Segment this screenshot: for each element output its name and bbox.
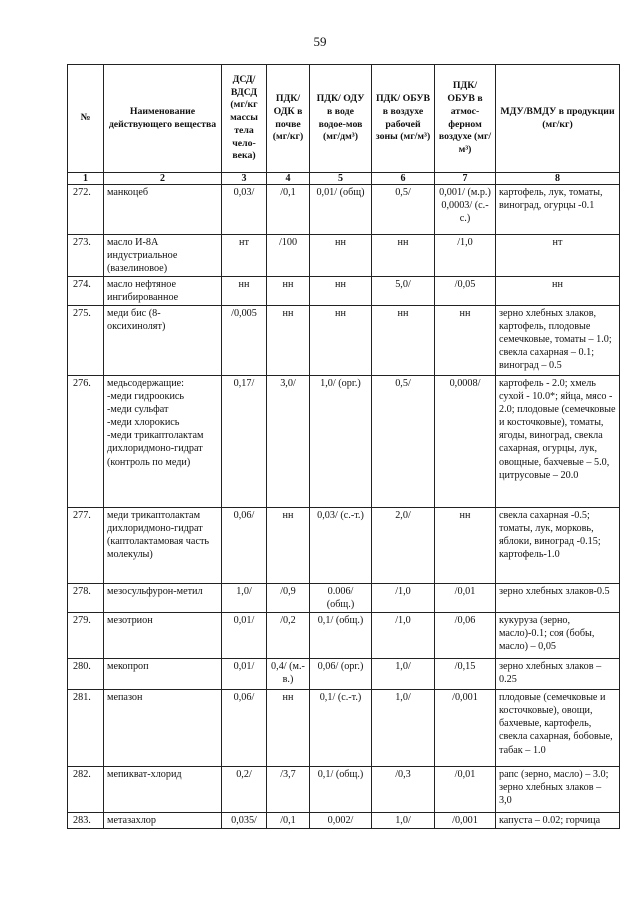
mdu-value: капуста – 0.02; горчица (496, 813, 620, 829)
column-number: 4 (267, 173, 310, 185)
row-number: 281. (68, 690, 104, 767)
substance-name: мекопроп (104, 659, 222, 690)
work-air-value: /1,0 (372, 584, 435, 613)
work-air-value: /1,0 (372, 613, 435, 659)
soil-value: нн (267, 277, 310, 306)
work-air-value: 0,5/ (372, 185, 435, 235)
column-number: 2 (104, 173, 222, 185)
substance-name-line: медьсодержащие: (107, 378, 184, 390)
water-value: 0,06/ (орг.) (310, 659, 372, 690)
dsd-value: /0,005 (222, 306, 267, 376)
work-air-value: нн (372, 235, 435, 277)
atm-air-value: /0,001 (435, 690, 496, 767)
atm-air-value: нн (435, 508, 496, 584)
soil-value: /0,1 (267, 185, 310, 235)
header-dsd: ДСД/ ВДСД (мг/кг массы тела чело-века) (222, 65, 267, 173)
row-number: 275. (68, 306, 104, 376)
substance-name: метазахлор (104, 813, 222, 829)
water-value: 0,1/ (общ.) (310, 613, 372, 659)
mdu-value: плодовые (семечковые и косточковые), овощи, бахчевые, картофель, свекла сахарная, бобовые, табак – 1.0 (496, 690, 620, 767)
soil-value: нн (267, 690, 310, 767)
header-water: ПДК/ ОДУ в воде водое-мов (мг/дм³) (310, 65, 372, 173)
water-value: 0,1/ (общ.) (310, 767, 372, 813)
soil-value: /0,2 (267, 613, 310, 659)
work-air-value: 0,5/ (372, 376, 435, 508)
mdu-value: картофель - 2.0; хмель сухой - 10.0*; яйца, мясо - 2.0; плодовые (семечковые и косточковые), томаты, ягоды, виноград, свекла сахарная, огурцы, лук, овощные, бахчевые – 5.0, цитрусовые – 20.0 (496, 376, 620, 508)
dsd-value: 0,01/ (222, 659, 267, 690)
dsd-value: нт (222, 235, 267, 277)
water-value: нн (310, 306, 372, 376)
header-soil: ПДК/ ОДК в почве (мг/кг) (267, 65, 310, 173)
soil-value: /3,7 (267, 767, 310, 813)
dsd-value: 1,0/ (222, 584, 267, 613)
water-value: нн (310, 277, 372, 306)
work-air-value: 2,0/ (372, 508, 435, 584)
work-air-value: /0,3 (372, 767, 435, 813)
row-number: 273. (68, 235, 104, 277)
header-mdu: МДУ/ВМДУ в продукции (мг/кг) (496, 65, 620, 173)
mdu-value: зерно хлебных злаков, картофель, плодовые семечковые, томаты – 1.0; свекла сахарная – 0.1; виноград – 0.5 (496, 306, 620, 376)
substance-name: меди бис (8-оксихинолят) (104, 306, 222, 376)
atm-air-value: 0,0008/ (435, 376, 496, 508)
dsd-value: 0,2/ (222, 767, 267, 813)
column-number: 7 (435, 173, 496, 185)
table-row (68, 185, 620, 235)
work-air-value: нн (372, 306, 435, 376)
row-number: 278. (68, 584, 104, 613)
mdu-value: нн (496, 277, 620, 306)
substance-name-line: -меди сульфат (107, 404, 169, 416)
dsd-value: 0,06/ (222, 690, 267, 767)
soil-value: /100 (267, 235, 310, 277)
atm-air-value: 0,001/ (м.р.) 0,0003/ (с.-с.) (435, 185, 496, 235)
substance-name: меди трикаптолактам дихлоридмоно-гидрат (каптолактамовая часть молекулы) (104, 508, 222, 584)
table-row (68, 659, 620, 690)
atm-air-value: /0,01 (435, 767, 496, 813)
header-name: Наименование действующего вещества (104, 65, 222, 173)
mdu-value: зерно хлебных злаков-0.5 (496, 584, 620, 613)
mdu-value: нт (496, 235, 620, 277)
atm-air-value: /1,0 (435, 235, 496, 277)
table-row (68, 690, 620, 767)
atm-air-value: /0,15 (435, 659, 496, 690)
table-row (68, 613, 620, 659)
work-air-value: 5,0/ (372, 277, 435, 306)
column-number: 6 (372, 173, 435, 185)
column-number: 3 (222, 173, 267, 185)
atm-air-value: нн (435, 306, 496, 376)
mdu-value: рапс (зерно, масло) – 3.0; зерно хлебных злаков – 3,0 (496, 767, 620, 813)
dsd-value: 0,03/ (222, 185, 267, 235)
substance-name-line: -меди гидроокись (107, 391, 185, 403)
substance-name: масло нефтяное ингибированное (104, 277, 222, 306)
substance-name-line: -меди хлорокись (107, 417, 180, 429)
soil-value: нн (267, 508, 310, 584)
table-row (68, 376, 620, 508)
column-number: 8 (496, 173, 620, 185)
substance-name: мезотрион (104, 613, 222, 659)
dsd-value: 0,01/ (222, 613, 267, 659)
table-row (68, 508, 620, 584)
substance-name: масло И-8А индустриальное (вазелиновое) (104, 235, 222, 277)
soil-value: 3,0/ (267, 376, 310, 508)
atm-air-value: /0,01 (435, 584, 496, 613)
soil-value: 0,4/ (м.-в.) (267, 659, 310, 690)
mdu-value: картофель, лук, томаты, виноград, огурцы -0.1 (496, 185, 620, 235)
mdu-value: зерно хлебных злаков – 0.25 (496, 659, 620, 690)
work-air-value: 1,0/ (372, 813, 435, 829)
table-row (68, 584, 620, 613)
row-number: 274. (68, 277, 104, 306)
table-row (68, 277, 620, 306)
dsd-value: 0,17/ (222, 376, 267, 508)
page-number: 59 (313, 34, 327, 49)
header-atm-air: ПДК/ ОБУВ в атмос-ферном воздухе (мг/м³) (435, 65, 496, 173)
substance-name-line: -меди трикаптолактам дихлоридмоно-гидрат (контроль по меди) (107, 430, 204, 468)
header-work-air: ПДК/ ОБУВ в воздухе рабочей зоны (мг/м³) (372, 65, 435, 173)
row-number: 277. (68, 508, 104, 584)
column-number: 5 (310, 173, 372, 185)
header-num: № (68, 65, 104, 173)
column-number: 1 (68, 173, 104, 185)
table-row (68, 767, 620, 813)
work-air-value: 1,0/ (372, 659, 435, 690)
row-number: 282. (68, 767, 104, 813)
table-row (68, 306, 620, 376)
soil-value: нн (267, 306, 310, 376)
substance-name: манкоцеб (104, 185, 222, 235)
dsd-value: 0,06/ (222, 508, 267, 584)
column-number-row (68, 173, 620, 185)
row-number: 272. (68, 185, 104, 235)
row-number: 283. (68, 813, 104, 829)
substance-name (104, 376, 222, 508)
water-value: нн (310, 235, 372, 277)
atm-air-value: /0,001 (435, 813, 496, 829)
soil-value: /0,9 (267, 584, 310, 613)
row-number: 276. (68, 376, 104, 508)
dsd-value: 0,035/ (222, 813, 267, 829)
water-value: 0.006/ (общ.) (310, 584, 372, 613)
water-value: 0,01/ (общ) (310, 185, 372, 235)
substance-name: мепикват-хлорид (104, 767, 222, 813)
atm-air-value: /0,06 (435, 613, 496, 659)
mdu-value: свекла сахарная -0.5; томаты, лук, морковь, яблоки, виноград -0.15; картофель-1.0 (496, 508, 620, 584)
water-value: 0,03/ (с.-т.) (310, 508, 372, 584)
pesticide-table (67, 64, 620, 829)
row-number: 279. (68, 613, 104, 659)
substance-name: мезосульфурон-метил (104, 584, 222, 613)
row-number: 280. (68, 659, 104, 690)
header-row (68, 65, 620, 173)
substance-name: мепазон (104, 690, 222, 767)
water-value: 0,1/ (с.-т.) (310, 690, 372, 767)
water-value: 1,0/ (орг.) (310, 376, 372, 508)
table-row (68, 235, 620, 277)
atm-air-value: /0,05 (435, 277, 496, 306)
dsd-value: нн (222, 277, 267, 306)
water-value: 0,002/ (310, 813, 372, 829)
mdu-value: кукуруза (зерно, масло)-0.1; соя (бобы, масло) – 0,05 (496, 613, 620, 659)
work-air-value: 1,0/ (372, 690, 435, 767)
soil-value: /0,1 (267, 813, 310, 829)
table-row (68, 813, 620, 829)
